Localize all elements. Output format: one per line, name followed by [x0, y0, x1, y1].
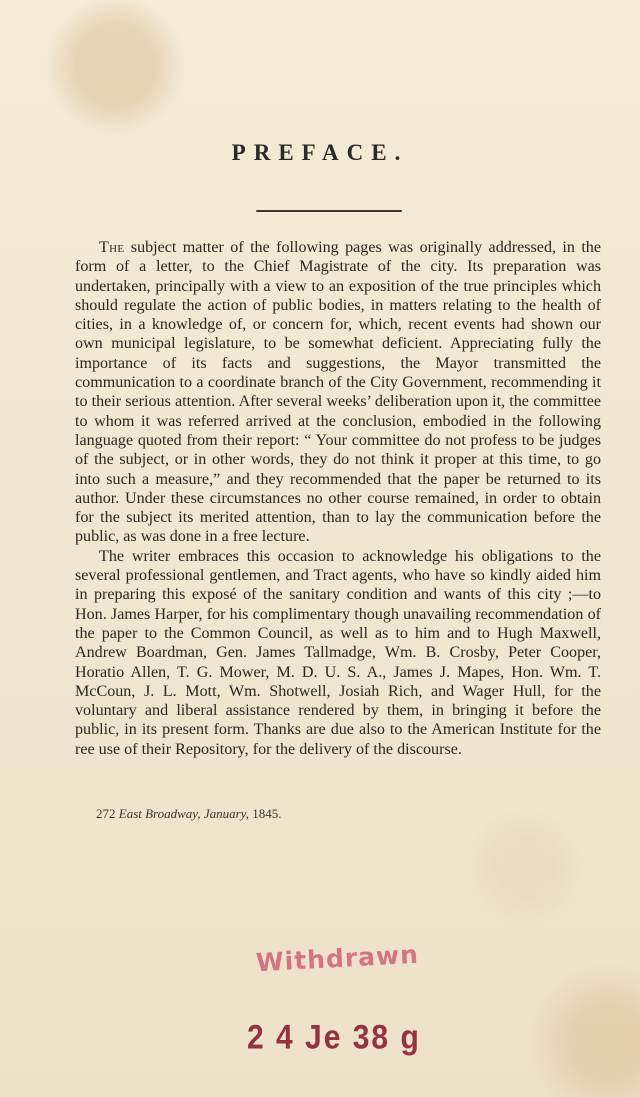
- preface-body: [75, 238, 601, 759]
- dateline-year: 1845.: [252, 806, 282, 821]
- paragraph-2: The writer embraces this occasion to acknowledge his obligations to the several professional gentlemen, and Tract agents, who have so kindly aided him in preparing this exposé of the sanitary condition and wants of this city ;—to Hon. James Harper, for his complimentary though unavailing recommendation of the paper to the Common Council, as well as to him and to Hugh Maxwell, Andrew Boardman, Gen. James Tallmadge, Wm. B. Crosby, Peter Cooper, Horatio Allen, T. G. Mower, M. D. U. S. A., James J. Mapes, Hon. Wm. T. McCoun, J. L. Mott, Wm. Shotwell, Josiah Rich, and Wager Hull, for the voluntary and liberal assistance rendered by them, in bringing it before the public, in its present form. Thanks are due also to the American Institute for the ree use of their Repository, for the delivery of the discourse.: [75, 547, 601, 758]
- dateline-number: 272: [96, 806, 116, 821]
- paragraph-1-lead: The: [99, 239, 125, 256]
- page-title: PREFACE.: [231, 140, 409, 165]
- paragraph-1: [75, 238, 601, 547]
- withdrawn-stamp: Withdrawn: [255, 939, 420, 978]
- date-stamp: 2 4 Je 38 g: [247, 1018, 421, 1057]
- dateline: [96, 806, 282, 822]
- dateline-place: East Broadway, January,: [118, 806, 249, 821]
- title-divider: [256, 210, 402, 212]
- paragraph-1-text: subject matter of the following pages was originally addressed, in the form of a letter, to the Chief Magistrate of the city. Its preparation was undertaken, principally with a view to an exposition of the true principles which should regulate the action of public bodies, in matters relating to the health of cities, in a knowledge of, or concern for, which, recent events had shown our own municipal legislature, to be somewhat deficient. Appreciating fully the importance of its facts and suggestions, the Mayor transmitted the communication to a coordinate branch of the City Government, recommending it to their serious attention. After several weeks’ deliberation upon it, the committee to whom it was referred arrived at the conclusion, embodied in the following language quoted from their report: “ Your committee do not profess to be judges of the subject, or in other words, they do not think it proper at this time, to go into such a measure,” and they recommended that the paper be returned to its author. Under these circumstances no other course remained, in order to obtain for the subject its merited attention, than to lay the communication before the public, as was done in a free lecture.: [75, 239, 601, 546]
